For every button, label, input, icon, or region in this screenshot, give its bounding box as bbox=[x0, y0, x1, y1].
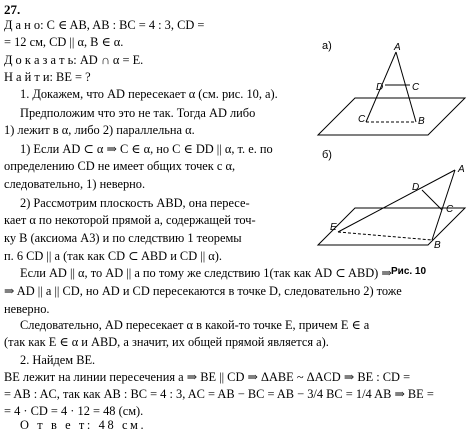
text-line: 2. Найдем BE. bbox=[20, 353, 96, 367]
problem-number: 27. bbox=[4, 2, 21, 17]
given-line-1: Д а н о: C ∈ AB, AB : BC = 4 : 3, CD = bbox=[4, 18, 205, 32]
text-line: ⇒ AD || a || CD, но AD и CD пересекаются в точке D, следовательно 2) тоже bbox=[4, 284, 402, 298]
figure-b-diagram bbox=[310, 150, 475, 260]
point-a-label: A bbox=[458, 164, 465, 175]
text-line: кает α по некоторой прямой a, содержащей точ- bbox=[4, 213, 256, 227]
point-e-label: E bbox=[330, 222, 337, 233]
text-line: следовательно, 1) неверно. bbox=[4, 177, 146, 191]
text-line: Следовательно, AD пересекает α в какой-то точке E, причем E ∈ a bbox=[20, 318, 370, 332]
text-line: определению CD не имеет общих точек с α, bbox=[4, 159, 236, 173]
point-b-label: B bbox=[434, 240, 441, 251]
text-line: Предположим что это не так. Тогда AD либо bbox=[20, 106, 256, 120]
figure-a-diagram bbox=[310, 40, 475, 150]
text-line: = AB : AC, так как AB : BC = 4 : 3, AC = AB − BC = AB − 3/4 BC = 1/4 AB ⇒ BE = bbox=[4, 387, 434, 401]
text-line: п. 6 CD || a (так как CD ⊂ ABD и CD || α). bbox=[4, 249, 223, 263]
answer-line: О т в е т: 48 см. bbox=[20, 418, 147, 432]
text-line: (так как E ∈ α и ABD, а значит, их общей прямой является a). bbox=[4, 335, 329, 349]
text-line: неверно. bbox=[4, 302, 50, 316]
point-b-label: B bbox=[418, 116, 425, 127]
point-d-label: D bbox=[412, 182, 420, 193]
text-line: ку B (аксиома А3) и по следствию 1 теоремы bbox=[4, 231, 242, 245]
text-line: BE лежит на линии пересечения a ⇒ BE || CD ⇒ ΔABE ~ ΔACD ⇒ BE : CD = bbox=[4, 370, 411, 384]
figure-caption: Рис. 10 bbox=[391, 266, 427, 277]
find-line: Н а й т и: BE = ? bbox=[4, 70, 91, 84]
text-line: Если AD || α, то AD || a по тому же следствию 1(так как AD ⊂ ABD) ⇒ bbox=[20, 266, 392, 280]
figure-b-label: б) bbox=[322, 149, 332, 161]
prove-line: Д о к а з а т ь: AD ∩ α = E. bbox=[4, 53, 144, 67]
point-c-label: C bbox=[412, 82, 420, 93]
text-line: = 4 · CD = 4 · 12 = 48 (см). bbox=[4, 404, 144, 418]
text-line: 1) лежит в α, либо 2) параллельна α. bbox=[4, 123, 195, 137]
text-line: 2) Рассмотрим плоскость ABD, она пересе- bbox=[20, 196, 250, 210]
point-c-label: C bbox=[446, 204, 454, 215]
point-a-label: A bbox=[394, 42, 401, 53]
text-line: 1) Если AD ⊂ α ⇒ C ∈ α, но C ∈ DD || α, т. е. по bbox=[20, 142, 273, 156]
point-c-label: C bbox=[358, 114, 366, 125]
text-line: 1. Докажем, что AD пересекает α (см. рис. 10, а). bbox=[20, 87, 278, 101]
given-line-2: = 12 см, CD || α, B ∈ α. bbox=[4, 35, 124, 49]
point-d-label: D bbox=[376, 82, 384, 93]
figure-a-label: а) bbox=[322, 40, 332, 52]
